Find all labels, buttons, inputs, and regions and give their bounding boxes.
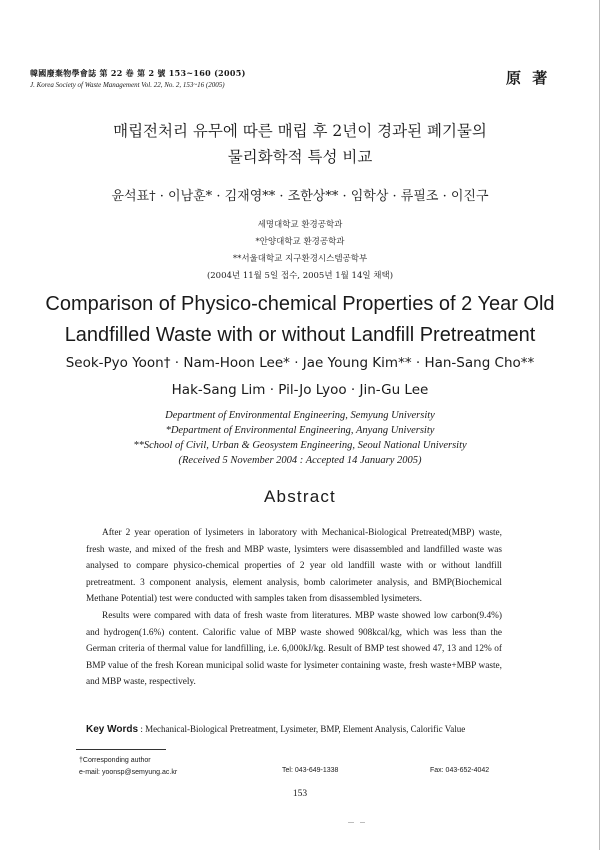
scan-artifact-mark [348,822,354,823]
corresponding-author-label: †Corresponding author [79,757,151,764]
abstract-paragraph-2: Results were compared with data of fresh waste from literatures. MBP waste showed low carbon(9.4%) and hydrogen(1.6%) content. Calorific value of MBP waste showed 908kcal/kg, which was less than the German criteria of thermal value for landfilling, i.e. 6,000kJ/kg. Result of BMP test showed 47, 13 and 12% of BMP value of the fresh Korean municipal solid waste for lysimeter containing waste, fresh waste+MBP waste, and MBP waste, respectively. [86,610,502,688]
english-affiliations [30,408,570,468]
corresponding-fax: Fax: 043-652-4042 [430,767,490,774]
english-title-line-1: Comparison of Physico-chemical Properties of 2 Year Old [45,293,555,315]
korean-affiliation-1: 세명대학교 환경공학과 [257,220,343,230]
korean-affiliation-2: *안양대학교 환경공학과 [255,237,345,247]
korean-received-dates: (2004년 11월 5일 접수, 2005년 1월 14일 채택) [206,271,394,281]
english-title [20,289,580,351]
korean-affiliation-3: **서울대학교 지구환경시스템공학부 [232,254,368,264]
abstract-body [86,525,502,691]
keywords [86,724,526,735]
journal-citation-korean: 韓國廢棄物學會誌 第 22 卷 第 2 號 153~160 (2005) [30,68,246,78]
english-authors-line-2: Hak-Sang Lim · Pil-Jo Lyoo · Jin-Gu Lee [171,382,429,398]
english-authors [20,350,580,404]
english-authors-line-1: Seok-Pyo Yoon† · Nam-Hoon Lee* · Jae Young Kim** · Han-Sang Cho** [65,355,535,371]
korean-title-line-2: 물리화학적 특성 비교 [227,148,373,166]
korean-authors: 윤석표† · 이남훈* · 김재영** · 조한상** · 임학상 · 류필조 · 이진구 [111,189,489,204]
footnote [79,755,177,779]
english-affiliation-3: **School of Civil, Urban & Geosystem Engineering, Seoul National University [133,440,467,451]
article-type-badge: 原 著 [506,69,551,87]
english-affiliation-2: *Department of Environmental Engineering, Anyang University [165,425,435,436]
scan-artifact-mark [360,822,365,823]
korean-affiliations [30,217,570,285]
footnote-divider [76,749,166,750]
keywords-value: : Mechanical-Biological Pretreatment, Lysimeter, BMP, Element Analysis, Calorific Value [138,724,466,734]
page-number: 153 [292,789,308,799]
corresponding-phone: Tel: 043-649-1338 [282,767,339,774]
english-affiliation-1: Department of Environmental Engineering, Semyung University [165,410,435,421]
corresponding-email: e-mail: yoonsp@semyung.ac.kr [79,769,178,776]
korean-title-line-1: 매립전처리 유무에 따른 매립 후 2년이 경과된 폐기물의 [113,122,487,140]
korean-title [40,118,560,170]
english-title-line-2: Landfilled Waste with or without Landfill Pretreatment [64,324,536,346]
english-received-dates: (Received 5 November 2004 : Accepted 14 January 2005) [178,455,422,466]
journal-citation-english: J. Korea Society of Waste Management Vol. 22, No. 2, 153~16 (2005) [30,81,225,89]
abstract-paragraph-1: After 2 year operation of lysimeters in laboratory with Mechanical-Biological Pretreated(MBP) waste, fresh waste, and mixed of the fresh and MBP waste, lysimters were disassembled and landfilled waste was analysed to compare physico-chemical properties of 2 year old landfill waste with or without landfill pretreatment. 3 component analysis, element analysis, bomb calorimeter analysis, and BMP(Biochemical Methane Potential) test were conducted with samples taken from disassembled lysimeters. [86,528,502,605]
abstract-heading: Abstract [264,487,336,506]
keywords-label: Key Words [86,724,139,735]
